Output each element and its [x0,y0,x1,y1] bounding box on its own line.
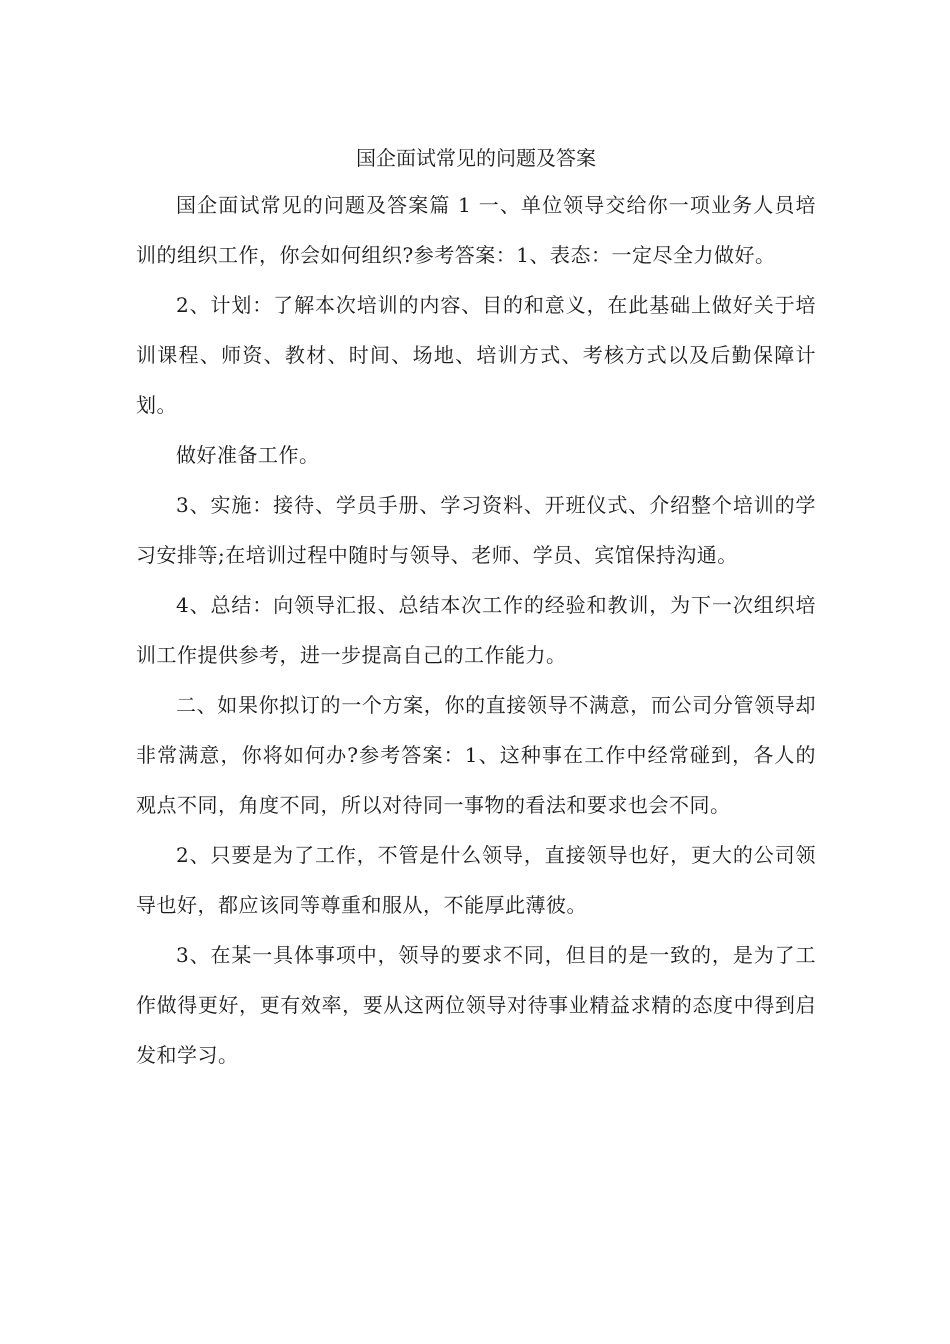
document-page [136,140,816,1080]
paragraph-1: 国企面试常见的问题及答案篇 1 一、单位领导交给你一项业务人员培训的组织工作，你会如何组织?参考答案：1、表态：一定尽全力做好。 [136,193,816,267]
paragraph-5: 4、总结：向领导汇报、总结本次工作的经验和教训，为下一次组织培训工作提供参考，进一步提高自己的工作能力。 [136,593,816,667]
paragraph-2: 2、计划：了解本次培训的内容、目的和意义，在此基础上做好关于培训课程、师资、教材、时间、场地、培训方式、考核方式以及后勤保障计划。 [136,293,816,417]
paragraph-7: 2、只要是为了工作，不管是什么领导，直接领导也好，更大的公司领导也好，都应该同等尊重和服从，不能厚此薄彼。 [136,843,816,917]
paragraph-6: 二、如果你拟订的一个方案，你的直接领导不满意，而公司分管领导却非常满意，你将如何办?参考答案：1、这种事在工作中经常碰到，各人的观点不同，角度不同，所以对待同一事物的看法和要求也会不同。 [136,693,816,817]
paragraph-8: 3、在某一具体事项中，领导的要求不同，但目的是一致的，是为了工作做得更好，更有效率，要从这两位领导对待事业精益求精的态度中得到启发和学习。 [136,943,816,1067]
paragraph-4: 3、实施：接待、学员手册、学习资料、开班仪式、介绍整个培训的学习安排等;在培训过程中随时与领导、老师、学员、宾馆保持沟通。 [136,493,816,567]
document-title: 国企面试常见的问题及答案 [356,146,596,170]
paragraph-3: 做好准备工作。 [176,443,320,467]
